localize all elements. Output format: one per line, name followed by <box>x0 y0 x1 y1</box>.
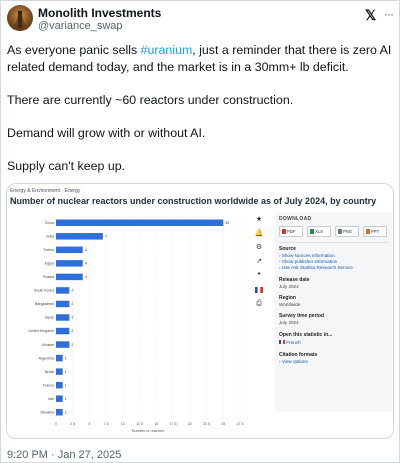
category-label: France <box>42 383 54 388</box>
more-options-icon[interactable]: ··· <box>384 7 393 21</box>
bar <box>56 409 63 415</box>
post-text-para-4: Supply can't keep up. <box>7 159 126 173</box>
french-flag-icon <box>279 340 285 344</box>
data-label: 25 <box>225 220 230 225</box>
xls-icon <box>310 229 314 234</box>
bar <box>56 341 69 347</box>
data-label: 1 <box>64 369 67 374</box>
x-tick-label: 15 <box>154 422 159 426</box>
chart-toolbar <box>252 214 266 324</box>
bar <box>56 287 69 293</box>
category-label: Slovakia <box>40 410 54 415</box>
breadcrumb <box>10 188 80 194</box>
pdf-icon <box>282 229 286 234</box>
x-tick-label: 2.5 <box>70 422 76 426</box>
download-xls-button[interactable]: XLS <box>307 226 331 237</box>
bar <box>56 220 223 226</box>
breadcrumb-item[interactable]: Energy & Environment <box>10 188 61 194</box>
x-tick-label: 5 <box>88 422 91 426</box>
media-card[interactable] <box>6 183 394 439</box>
region-value: Worldwide <box>279 302 301 307</box>
category-label: Turkey <box>43 248 54 253</box>
category-label: Ukraine <box>41 342 54 347</box>
bar <box>56 233 103 239</box>
data-label: 1 <box>64 383 67 388</box>
author-handle[interactable]: @variance_swap <box>38 20 123 32</box>
bar <box>56 247 83 253</box>
x-tick-label: 20 <box>187 422 192 426</box>
category-label: Egypt <box>44 261 54 266</box>
x-tick-label: 22.5 <box>203 422 211 426</box>
post-text-para-2: There are currently ~60 reactors under construction. <box>7 93 294 107</box>
bar-chart <box>8 212 248 438</box>
hashtag-link[interactable]: #uranium <box>140 43 193 57</box>
citation-heading: Citation formats <box>279 352 318 358</box>
notification-bell-icon[interactable]: 🔔 <box>254 230 264 237</box>
show-publisher-link[interactable]: › Show publisher information <box>279 259 338 264</box>
survey-period-value: July 2024 <box>279 320 299 325</box>
category-label: Brazil <box>45 369 54 374</box>
x-tick-label: 0 <box>55 422 57 426</box>
author-name[interactable]: Monolith Investments <box>38 6 162 20</box>
bar <box>56 355 63 361</box>
x-axis-title: Number of reactors <box>131 429 165 433</box>
x-tick-label: 10 <box>120 422 125 426</box>
author-avatar[interactable] <box>7 5 33 31</box>
french-flag-icon[interactable] <box>252 284 266 296</box>
bar <box>56 301 69 307</box>
bar <box>56 260 83 266</box>
quote-icon[interactable]: ❝ <box>257 272 261 279</box>
statistic-sidebar <box>275 212 393 412</box>
download-ppt-button[interactable]: PPT <box>363 226 387 237</box>
chart-area <box>8 212 248 438</box>
category-label: Argentina <box>38 356 54 361</box>
breadcrumb-item[interactable]: Energy <box>64 188 81 194</box>
data-label: 1 <box>64 396 67 401</box>
category-label: Japan <box>44 315 54 320</box>
category-label: India <box>46 234 54 239</box>
data-label: 2 <box>71 315 74 320</box>
x-tick-label: 27.5 <box>236 422 244 426</box>
category-label: Russia <box>43 275 54 280</box>
data-label: 4 <box>84 275 87 280</box>
x-tick-label: 12.5 <box>136 422 144 426</box>
ppt-icon <box>366 229 370 234</box>
data-label: 1 <box>64 410 67 415</box>
bar <box>56 382 63 388</box>
ask-research-link[interactable]: › Use Ask Statista Research Service <box>279 265 353 270</box>
data-label: 1 <box>64 356 67 361</box>
release-date-heading: Release date <box>279 277 310 283</box>
data-label: 2 <box>71 302 74 307</box>
favorite-star-icon[interactable]: ★ <box>255 216 263 223</box>
divider <box>279 242 389 243</box>
post-text-line-2: related demand today, and the market is in a 30mm+ lb deficit. <box>7 60 349 74</box>
data-label: 7 <box>104 234 107 239</box>
x-tick-label: 7.5 <box>103 422 109 426</box>
x-tick-label: 25 <box>221 422 226 426</box>
survey-period-heading: Survey time period <box>279 313 325 319</box>
download-png-button[interactable]: PNG <box>335 226 359 237</box>
settings-gear-icon[interactable]: ⚙ <box>255 244 263 251</box>
source-heading: Source <box>279 246 296 252</box>
post-timestamp[interactable]: 9:20 PM · Jan 27, 2025 <box>7 449 122 461</box>
bar <box>56 314 69 320</box>
x-logo-icon: 𝕏 <box>365 7 377 23</box>
post-text-line-1: As everyone panic sells #uranium, just a reminder that there is zero AI <box>7 43 392 57</box>
show-sources-link[interactable]: › Show sources information <box>279 253 335 258</box>
category-label: Iran <box>47 396 54 401</box>
bar <box>56 274 83 280</box>
bar <box>56 328 69 334</box>
x-tick-label: 17.5 <box>169 422 177 426</box>
data-label: 2 <box>71 342 74 347</box>
category-label: South Korea <box>34 288 54 293</box>
release-date-value: July 2024 <box>279 284 299 289</box>
breadcrumb-separator-icon: › <box>61 188 64 194</box>
bar <box>56 395 63 401</box>
png-icon <box>338 229 342 234</box>
post-text-para-3: Demand will grow with or without AI. <box>7 126 206 140</box>
download-pdf-button[interactable]: PDF <box>279 226 303 237</box>
category-label: Bangladesh <box>35 302 54 307</box>
print-icon[interactable]: ⎙ <box>256 300 262 307</box>
data-label: 2 <box>71 288 74 293</box>
category-label: United Kingdom <box>28 329 54 334</box>
bar <box>56 368 63 374</box>
citation-options-link[interactable]: › View options <box>279 359 308 364</box>
data-label: 4 <box>84 261 87 266</box>
open-in-french-link[interactable]: French <box>279 340 301 345</box>
category-label: China <box>44 220 54 225</box>
open-in-heading: Open this statistic in... <box>279 332 333 338</box>
region-heading: Region <box>279 295 296 301</box>
chart-title: Number of nuclear reactors under construction worldwide as of July 2024, by country <box>10 196 377 206</box>
data-label: 4 <box>84 248 87 253</box>
data-label: 2 <box>71 329 74 334</box>
share-icon[interactable]: ↗ <box>256 258 262 265</box>
download-heading: DOWNLOAD <box>279 216 312 222</box>
